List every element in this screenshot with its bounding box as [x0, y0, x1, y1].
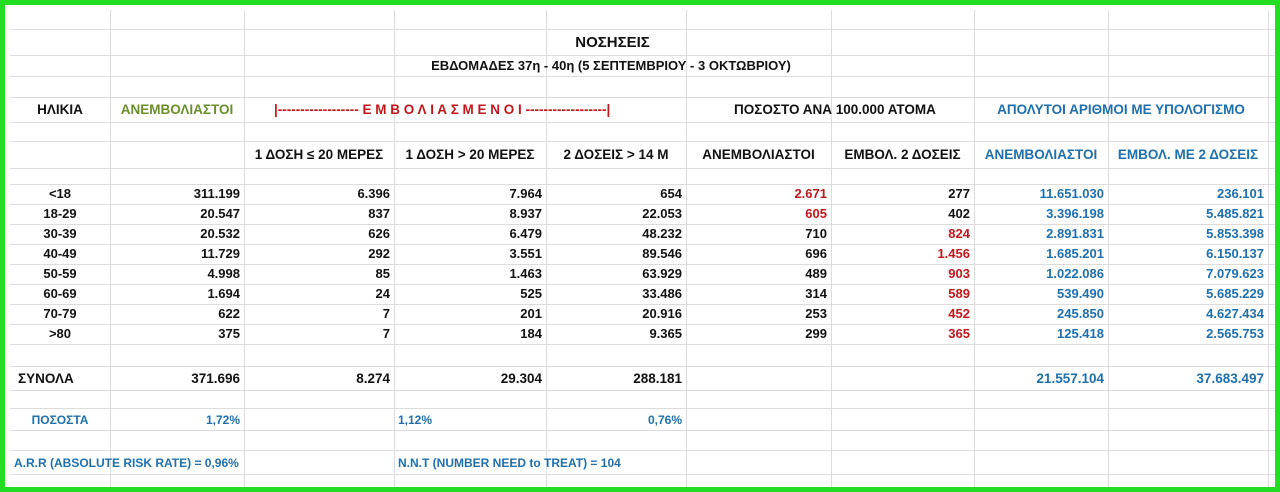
row-rate-vacc2: 903 [948, 266, 970, 281]
grid-line [10, 390, 1280, 391]
totals-dose2: 288.181 [633, 371, 682, 386]
header-vaccinated: |------------------ Ε Μ Β Ο Λ Ι Α Σ Μ Ε Ν Ο Ι ------------------| [274, 102, 611, 117]
row-dose1-le20: 292 [368, 246, 390, 261]
grid-line [10, 141, 1280, 142]
grid-line [10, 184, 1280, 185]
grid-line [10, 122, 1280, 123]
row-rate-unvacc: 299 [805, 326, 827, 341]
row-abs-unvacc: 539.490 [1057, 286, 1104, 301]
grid-line [10, 324, 1280, 325]
grid-line [10, 264, 1280, 265]
row-age: 70-79 [43, 306, 77, 321]
row-rate-unvacc: 710 [805, 226, 827, 241]
row-unvacc: 11.729 [200, 246, 240, 261]
row-rate-vacc2: 1.456 [937, 246, 970, 261]
row-rate-unvacc: 253 [805, 306, 827, 321]
row-rate-vacc2: 277 [948, 186, 970, 201]
row-dose2: 48.232 [642, 226, 682, 241]
row-rate-vacc2: 402 [948, 206, 970, 221]
totals-label: ΣΥΝΟΛΑ [18, 371, 74, 386]
row-dose1-gt20: 201 [520, 306, 542, 321]
subheader-abs-vacc2: ΕΜΒΟΛ. ΜΕ 2 ΔΟΣΕΙΣ [1117, 147, 1259, 162]
row-age: 30-39 [43, 226, 77, 241]
grid-line [10, 168, 1280, 169]
row-rate-unvacc: 696 [805, 246, 827, 261]
row-age: 50-59 [43, 266, 77, 281]
sheet-subtitle: ΕΒΔΟΜΑΔΕΣ 37η - 40η (5 ΣΕΠΤΕΜΒΡΙΟΥ - 3 ΟΚΤΩΒΡΙΟΥ) [431, 58, 791, 73]
row-rate-vacc2: 452 [948, 306, 970, 321]
grid-line [10, 224, 1280, 225]
subheader-rate-vacc2: ΕΜΒΟΛ. 2 ΔΟΣΕΙΣ [844, 147, 961, 162]
row-dose1-le20: 837 [368, 206, 390, 221]
row-rate-unvacc: 489 [805, 266, 827, 281]
row-unvacc: 4.998 [207, 266, 240, 281]
row-dose1-le20: 7 [382, 306, 390, 321]
subheader-abs-unvacc: ΑΝΕΜΒΟΛΙΑΣΤΟΙ [984, 147, 1098, 162]
percentages-dose1-gt20: 1,12% [398, 413, 433, 427]
row-rate-vacc2: 824 [948, 226, 970, 241]
totals-dose1-le20: 8.274 [356, 371, 390, 386]
row-dose2: 654 [660, 186, 682, 201]
grid-line [10, 204, 1280, 205]
row-dose1-gt20: 6.479 [509, 226, 542, 241]
row-age: >80 [48, 326, 72, 341]
subheader-rate-unvacc: ΑΝΕΜΒΟΛΙΑΣΤΟΙ [702, 147, 815, 162]
row-unvacc: 20.532 [200, 226, 240, 241]
header-absolute-calc: ΑΠΟΛΥΤΟΙ ΑΡΙΘΜΟΙ ΜΕ ΥΠΟΛΟΓΙΣΜΟ [997, 102, 1245, 117]
grid-line [10, 408, 1280, 409]
percentages-unvacc: 1,72% [205, 413, 240, 427]
row-age: 18-29 [43, 206, 77, 221]
row-dose2: 9.365 [649, 326, 682, 341]
row-dose1-gt20: 8.937 [509, 206, 542, 221]
row-rate-unvacc: 605 [805, 206, 827, 221]
row-abs-vacc2: 5.685.229 [1206, 286, 1264, 301]
spreadsheet-grid [10, 10, 1280, 492]
row-dose1-le20: 6.396 [357, 186, 390, 201]
row-dose1-gt20: 184 [520, 326, 542, 341]
row-age: <18 [48, 186, 72, 201]
row-abs-vacc2: 5.485.821 [1206, 206, 1264, 221]
row-dose1-gt20: 3.551 [509, 246, 542, 261]
row-abs-vacc2: 2.565.753 [1206, 326, 1264, 341]
row-dose1-le20: 7 [382, 326, 390, 341]
row-unvacc: 622 [218, 306, 240, 321]
grid-line [10, 344, 1280, 345]
grid-line [10, 29, 1280, 30]
grid-line [10, 97, 1280, 98]
percentages-label: ΠΟΣΟΣΤΑ [31, 413, 89, 427]
row-rate-unvacc: 314 [805, 286, 827, 301]
totals-abs-unvacc: 21.557.104 [1036, 371, 1104, 386]
row-dose2: 33.486 [642, 286, 682, 301]
totals-dose1-gt20: 29.304 [500, 371, 542, 386]
row-abs-unvacc: 11.651.030 [1039, 186, 1104, 201]
row-abs-vacc2: 5.853.398 [1206, 226, 1264, 241]
row-unvacc: 311.199 [193, 186, 240, 201]
row-abs-vacc2: 7.079.623 [1206, 266, 1264, 281]
row-dose2: 22.053 [642, 206, 682, 221]
row-rate-vacc2: 365 [948, 326, 970, 341]
header-age: ΗΛΙΚΙΑ [37, 102, 83, 117]
grid-line [10, 366, 1280, 367]
row-unvacc: 375 [218, 326, 240, 341]
row-abs-unvacc: 245.850 [1057, 306, 1104, 321]
nnt-note: N.N.T (NUMBER NEED to TREAT) = 104 [398, 456, 621, 470]
row-dose1-gt20: 1.463 [509, 266, 542, 281]
sheet-title: ΝΟΣΗΣΕΙΣ [575, 34, 650, 51]
arr-note: A.R.R (ABSOLUTE RISK RATE) = 0,96% [14, 456, 239, 470]
header-unvaccinated: ΑΝΕΜΒΟΛΙΑΣΤΟΙ [120, 102, 234, 117]
row-dose2: 63.929 [642, 266, 682, 281]
row-age: 40-49 [43, 246, 77, 261]
row-unvacc: 1.694 [207, 286, 240, 301]
grid-line [10, 55, 1280, 56]
subheader-dose1-gt20: 1 ΔΟΣΗ > 20 ΜΕΡΕΣ [405, 147, 535, 162]
header-percent-per-100k: ΠΟΣΟΣΤΟ ΑΝΑ 100.000 ΑΤΟΜΑ [734, 102, 936, 117]
row-age: 60-69 [43, 286, 77, 301]
row-abs-unvacc: 1.022.086 [1046, 266, 1104, 281]
totals-abs-vacc2: 37.683.497 [1196, 371, 1264, 386]
grid-line [10, 244, 1280, 245]
row-dose1-gt20: 525 [520, 286, 542, 301]
subheader-dose1-le20: 1 ΔΟΣΗ ≤ 20 ΜΕΡΕΣ [254, 147, 384, 162]
row-dose1-le20: 85 [375, 266, 390, 281]
row-abs-unvacc: 125.418 [1057, 326, 1104, 341]
grid-line [10, 76, 1280, 77]
row-dose1-le20: 24 [375, 286, 390, 301]
row-abs-unvacc: 2.891.831 [1046, 226, 1104, 241]
row-dose2: 20.916 [642, 306, 682, 321]
grid-line [1268, 10, 1269, 492]
row-dose2: 89.546 [642, 246, 682, 261]
grid-line [10, 304, 1280, 305]
row-abs-vacc2: 4.627.434 [1206, 306, 1264, 321]
row-unvacc: 20.547 [200, 206, 240, 221]
totals-unvacc: 371.696 [191, 371, 240, 386]
grid-line [10, 430, 1280, 431]
row-abs-vacc2: 6.150.137 [1206, 246, 1264, 261]
row-abs-unvacc: 1.685.201 [1046, 246, 1104, 261]
row-dose1-le20: 626 [368, 226, 390, 241]
row-abs-unvacc: 3.396.198 [1046, 206, 1104, 221]
grid-line [10, 284, 1280, 285]
row-dose1-gt20: 7.964 [509, 186, 542, 201]
row-rate-vacc2: 589 [948, 286, 970, 301]
grid-line [10, 450, 1280, 451]
percentages-dose2: 0,76% [647, 413, 682, 427]
row-rate-unvacc: 2.671 [794, 186, 827, 201]
subheader-dose2-gt14: 2 ΔΟΣΕΙΣ > 14 Μ [563, 147, 669, 162]
grid-line [10, 474, 1280, 475]
row-abs-vacc2: 236.101 [1217, 186, 1264, 201]
